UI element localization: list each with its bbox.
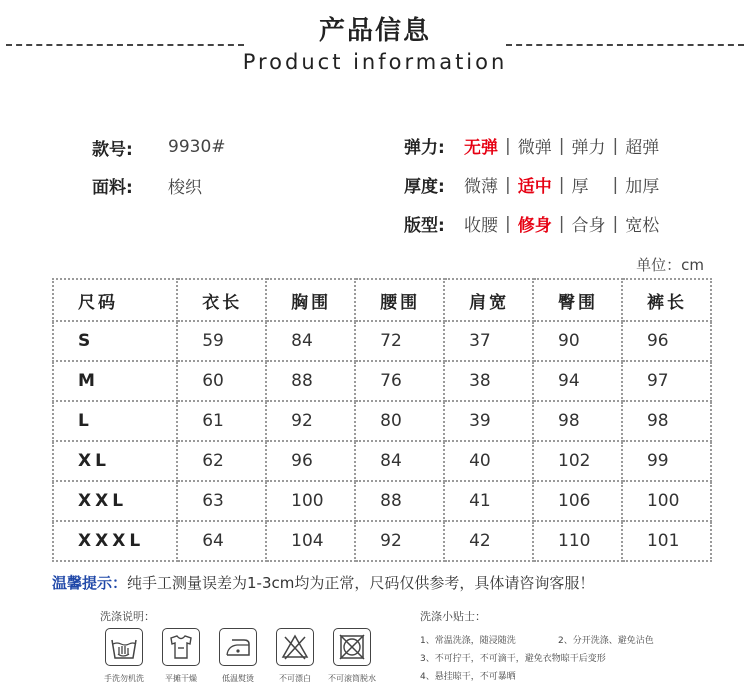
care-tip: 2、分开洗涤、避免沾色 bbox=[558, 636, 654, 646]
tip-text: 纯手工测量误差为1-3cm均为正常，尺码仅供参考，具体请咨询客服！ bbox=[127, 574, 595, 592]
attribute-list bbox=[92, 128, 226, 204]
flat-dry-icon bbox=[162, 628, 200, 666]
property-option: 厚 bbox=[571, 177, 589, 197]
size-cell: XXL bbox=[53, 481, 177, 521]
table-cell: 88 bbox=[266, 361, 355, 401]
table-cell: 72 bbox=[355, 321, 444, 361]
table-cell: 98 bbox=[622, 401, 711, 441]
column-header: 胸围 bbox=[266, 279, 355, 321]
table-cell: 40 bbox=[444, 441, 533, 481]
table-row bbox=[53, 521, 711, 561]
care-tips-list bbox=[420, 632, 654, 686]
property-option: 收腰 bbox=[464, 216, 498, 236]
care-item-label: 不可滚筒脱水 bbox=[328, 674, 376, 683]
care-tip: 3、不可拧干，不可滴干，避免衣物晾干后变形 bbox=[420, 654, 606, 664]
measurement-tip bbox=[52, 572, 594, 593]
table-row bbox=[53, 441, 711, 481]
size-cell: XL bbox=[53, 441, 177, 481]
table-cell: 104 bbox=[266, 521, 355, 561]
unit-label: 单位：cm bbox=[636, 256, 704, 274]
column-header: 尺码 bbox=[53, 279, 177, 321]
care-tips-title: 洗涤小贴士： bbox=[420, 610, 486, 623]
table-cell: 110 bbox=[533, 521, 622, 561]
table-cell: 97 bbox=[622, 361, 711, 401]
title-divider-left bbox=[6, 44, 244, 46]
property-key: 厚度: bbox=[404, 177, 445, 197]
table-cell: 102 bbox=[533, 441, 622, 481]
table-cell: 96 bbox=[266, 441, 355, 481]
column-header: 裤长 bbox=[622, 279, 711, 321]
attribute-value: 梭织 bbox=[168, 177, 202, 198]
table-cell: 101 bbox=[622, 521, 711, 561]
table-cell: 41 bbox=[444, 481, 533, 521]
table-cell: 84 bbox=[355, 441, 444, 481]
table-row bbox=[53, 481, 711, 521]
property-option: 修身 bbox=[517, 216, 552, 236]
list-item bbox=[420, 650, 654, 668]
property-elasticity: 弹力: 无弹 | 微弹 | 弹力 | 超弹 bbox=[404, 126, 659, 165]
care-tip: 4、悬挂晾干，不可暴晒 bbox=[420, 672, 516, 682]
attribute-key: 面料: bbox=[92, 177, 133, 198]
page-title-cn: 产品信息 bbox=[318, 16, 431, 46]
property-thickness: 厚度: 微薄 | 适中 | 厚 | 加厚 bbox=[404, 165, 659, 204]
table-cell: 98 bbox=[533, 401, 622, 441]
care-item bbox=[324, 628, 380, 684]
care-item bbox=[210, 628, 266, 684]
care-item-label: 手洗勿机洗 bbox=[104, 674, 144, 683]
table-cell: 84 bbox=[266, 321, 355, 361]
no-tumble-dry-icon bbox=[333, 628, 371, 666]
column-header: 臀围 bbox=[533, 279, 622, 321]
care-item bbox=[267, 628, 323, 684]
table-row bbox=[53, 321, 711, 361]
attribute-value: 9930# bbox=[168, 137, 226, 157]
table-cell: 59 bbox=[177, 321, 266, 361]
column-header: 腰围 bbox=[355, 279, 444, 321]
table-cell: 76 bbox=[355, 361, 444, 401]
table-cell: 39 bbox=[444, 401, 533, 441]
table-header-row bbox=[53, 279, 711, 321]
attribute-style-number bbox=[92, 128, 226, 166]
table-cell: 106 bbox=[533, 481, 622, 521]
tip-label: 温馨提示： bbox=[52, 574, 128, 592]
size-cell: XXXL bbox=[53, 521, 177, 561]
table-cell: 61 bbox=[177, 401, 266, 441]
property-option: 超弹 bbox=[625, 138, 660, 158]
size-cell: L bbox=[53, 401, 177, 441]
no-bleach-icon bbox=[276, 628, 314, 666]
care-instructions-title: 洗涤说明： bbox=[100, 610, 155, 623]
table-cell: 63 bbox=[177, 481, 266, 521]
column-header: 肩宽 bbox=[444, 279, 533, 321]
property-option: 宽松 bbox=[625, 216, 660, 236]
care-item bbox=[96, 628, 152, 684]
table-cell: 92 bbox=[355, 521, 444, 561]
page-title-en: Product information bbox=[242, 50, 508, 74]
table-cell: 100 bbox=[266, 481, 355, 521]
list-item bbox=[420, 668, 654, 686]
table-row bbox=[53, 361, 711, 401]
size-table bbox=[52, 278, 712, 562]
table-row bbox=[53, 401, 711, 441]
table-cell: 42 bbox=[444, 521, 533, 561]
size-cell: S bbox=[53, 321, 177, 361]
table-cell: 94 bbox=[533, 361, 622, 401]
table-cell: 62 bbox=[177, 441, 266, 481]
property-fit: 版型: 收腰 | 修身 | 合身 | 宽松 bbox=[404, 204, 659, 243]
title-divider-right bbox=[506, 44, 744, 46]
table-cell: 38 bbox=[444, 361, 533, 401]
property-option: 适中 bbox=[517, 177, 552, 197]
care-icon-row bbox=[96, 628, 381, 684]
property-option: 加厚 bbox=[625, 177, 660, 197]
size-cell: M bbox=[53, 361, 177, 401]
property-option: 微弹 bbox=[517, 138, 552, 158]
list-item bbox=[420, 632, 654, 650]
property-key: 版型: bbox=[404, 216, 445, 236]
hand-wash-icon bbox=[105, 628, 143, 666]
table-cell: 37 bbox=[444, 321, 533, 361]
care-item bbox=[153, 628, 209, 684]
attribute-key: 款号: bbox=[92, 139, 133, 160]
table-cell: 96 bbox=[622, 321, 711, 361]
table-cell: 64 bbox=[177, 521, 266, 561]
property-option: 无弹 bbox=[464, 138, 498, 158]
property-key: 弹力: bbox=[404, 138, 445, 158]
property-option: 合身 bbox=[571, 216, 606, 236]
table-cell: 88 bbox=[355, 481, 444, 521]
property-list bbox=[404, 126, 659, 243]
property-option: 微薄 bbox=[464, 177, 498, 197]
care-item-label: 平摊干燥 bbox=[165, 674, 197, 683]
property-option: 弹力 bbox=[571, 138, 606, 158]
table-cell: 90 bbox=[533, 321, 622, 361]
column-header: 衣长 bbox=[177, 279, 266, 321]
table-cell: 60 bbox=[177, 361, 266, 401]
table-cell: 100 bbox=[622, 481, 711, 521]
table-cell: 99 bbox=[622, 441, 711, 481]
table-cell: 80 bbox=[355, 401, 444, 441]
low-iron-icon bbox=[219, 628, 257, 666]
attribute-fabric bbox=[92, 166, 226, 204]
care-tip: 1、常温洗涤，随浸随洗 bbox=[420, 636, 516, 646]
table-cell: 92 bbox=[266, 401, 355, 441]
care-item-label: 不可漂白 bbox=[279, 674, 311, 683]
care-item-label: 低温熨烫 bbox=[222, 674, 254, 683]
